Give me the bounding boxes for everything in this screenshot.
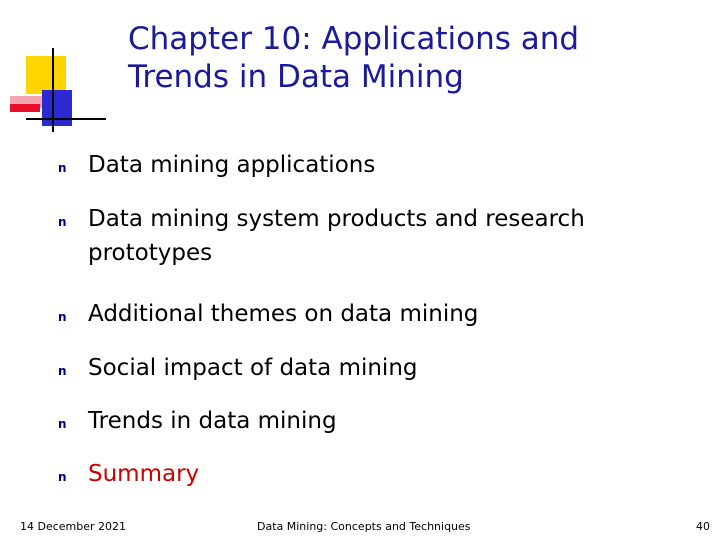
bullet-item [58,148,375,182]
logo-red-bar [10,104,40,112]
bullet-item [58,404,337,438]
bullet-marker: n [58,364,67,378]
slide-logo-decoration [0,0,110,140]
bullet-marker: n [58,215,67,229]
bullet-text-line-2: prototypes [88,240,213,266]
bullet-item [58,457,199,491]
bullet-text: Data mining applications [88,152,376,178]
bullet-marker: n [58,417,67,431]
logo-horizontal-line [26,118,106,120]
logo-blue-square [42,90,72,126]
bullet-marker: n [58,470,67,484]
title-line-1: Chapter 10: Applications and [128,21,580,57]
bullet-text: Additional themes on data mining [88,301,479,327]
bullet-text: Trends in data mining [88,408,337,434]
bullet-item [58,202,585,270]
bullet-text-line-1: Data mining system products and research [88,206,585,232]
title-line-2: Trends in Data Mining [128,59,464,95]
bullet-marker: n [58,310,67,324]
footer-date: 14 December 2021 [20,520,127,533]
bullet-text-summary: Summary [88,461,200,487]
footer-title: Data Mining: Concepts and Techniques [257,520,471,533]
slide-title [128,20,688,96]
bullet-text: Social impact of data mining [88,355,418,381]
footer-page-number: 40 [696,520,710,533]
bullet-marker: n [58,161,67,175]
bullet-item [58,351,418,385]
bullet-item [58,297,478,331]
logo-yellow-square [26,56,66,94]
